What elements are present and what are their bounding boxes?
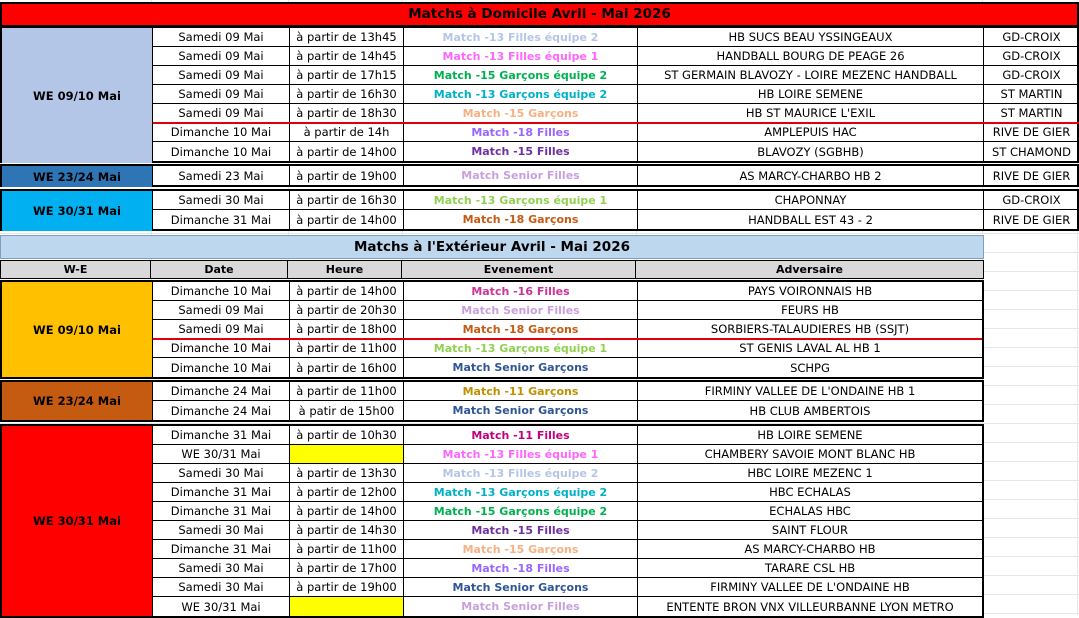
match-time[interactable]: à partir de 19h00: [290, 578, 404, 597]
match-event[interactable]: Match -13 Garçons équipe 2: [404, 483, 638, 502]
match-event[interactable]: Match -15 Filles: [404, 521, 638, 540]
match-event[interactable]: Match Senior Garçons: [404, 401, 638, 420]
match-event[interactable]: Match -18 Garçons: [404, 320, 638, 339]
match-time[interactable]: à partir de 13h45: [290, 28, 404, 47]
match-event[interactable]: Match -18 Filles: [404, 559, 638, 578]
match-venue[interactable]: ST MARTIN: [984, 85, 1079, 104]
match-opponent[interactable]: HB ST MAURICE L'EXIL: [638, 104, 984, 123]
match-event[interactable]: Match Senior Garçons: [404, 578, 638, 597]
match-event[interactable]: Match Senior Filles: [404, 166, 638, 185]
match-date[interactable]: Dimanche 10 Mai: [153, 358, 290, 377]
match-time[interactable]: à partir de 14h00: [290, 282, 404, 301]
match-time[interactable]: à partir de 14h00: [290, 502, 404, 521]
match-venue[interactable]: ST CHAMOND: [992, 144, 1071, 159]
column-header: W-E: [0, 260, 151, 279]
match-opponent[interactable]: ST GERMAIN BLAVOZY - LOIRE MEZENC HANDBALL: [638, 66, 984, 85]
match-opponent[interactable]: ENTENTE BRON VNX VILLEURBANNE LYON METRO: [666, 599, 954, 614]
match-date[interactable]: WE 30/31 Mai: [153, 445, 290, 464]
match-opponent[interactable]: HANDBALL EST 43 - 2: [638, 210, 984, 229]
match-date[interactable]: Samedi 09 Mai: [153, 85, 290, 104]
match-event[interactable]: Match Senior Garçons: [404, 358, 638, 377]
match-venue[interactable]: RIVE DE GIER: [992, 168, 1071, 183]
we-label: WE 23/24 Mai: [2, 382, 153, 420]
match-date[interactable]: Samedi 09 Mai: [153, 320, 290, 339]
match-date[interactable]: Samedi 09 Mai: [153, 66, 290, 85]
match-opponent[interactable]: FIRMINY VALLEE DE L'ONDAINE HB 1: [638, 382, 982, 401]
match-time[interactable]: à partir de 16h30: [290, 85, 404, 104]
match-venue[interactable]: RIVE DE GIER: [992, 212, 1071, 227]
match-venue[interactable]: RIVE DE GIER: [984, 123, 1079, 142]
match-date[interactable]: WE 30/31 Mai: [153, 597, 290, 616]
time-pending-highlight[interactable]: [290, 597, 404, 616]
match-opponent[interactable]: HB LOIRE SEMENE: [638, 85, 984, 104]
match-event[interactable]: Match -16 Filles: [404, 282, 638, 301]
match-venue[interactable]: GD-CROIX: [984, 66, 1079, 85]
match-date[interactable]: Dimanche 10 Mai: [153, 123, 290, 142]
match-event[interactable]: Match Senior Filles: [404, 597, 638, 616]
match-opponent[interactable]: HB SUCS BEAU YSSINGEAUX: [638, 28, 984, 47]
we-label: WE 30/31 Mai: [2, 191, 153, 231]
match-event[interactable]: Match Senior Filles: [404, 301, 638, 320]
match-time[interactable]: à partir de 20h30: [290, 301, 404, 320]
match-time[interactable]: à partir de 17h00: [290, 559, 404, 578]
match-event[interactable]: Match -11 Garçons: [404, 382, 638, 401]
match-opponent[interactable]: AS MARCY-CHARBO HB 2: [638, 166, 984, 185]
match-event[interactable]: Match -15 Filles: [404, 142, 638, 161]
match-event[interactable]: Match -15 Garçons équipe 2: [404, 66, 638, 85]
home-title: Matchs à Domicile Avril - Mai 2026: [0, 2, 1079, 27]
away-title: Matchs à l'Extérieur Avril - Mai 2026: [0, 235, 984, 259]
match-time[interactable]: à partir de 18h30: [290, 104, 404, 123]
match-event[interactable]: Match -15 Garçons: [404, 540, 638, 559]
match-date[interactable]: Dimanche 31 Mai: [153, 502, 290, 521]
match-venue[interactable]: GD-CROIX: [984, 47, 1079, 66]
match-opponent[interactable]: TARARE CSL HB: [638, 559, 982, 578]
home-group-2: [0, 164, 1079, 187]
match-date[interactable]: Samedi 30 Mai: [153, 559, 290, 578]
match-event[interactable]: Match -13 Filles équipe 2: [404, 464, 638, 483]
match-date[interactable]: Samedi 09 Mai: [153, 301, 290, 320]
match-date[interactable]: Samedi 30 Mai: [153, 191, 290, 210]
match-venue[interactable]: GD-CROIX: [984, 191, 1079, 210]
day-separator: [153, 122, 1079, 124]
match-time[interactable]: à partir de 11h00: [290, 382, 404, 401]
match-venue[interactable]: ST MARTIN: [984, 104, 1079, 123]
column-header: Evenement: [402, 260, 636, 279]
match-opponent[interactable]: FIRMINY VALLEE DE L'ONDAINE HB: [638, 578, 982, 597]
match-date[interactable]: Dimanche 10 Mai: [153, 142, 290, 161]
match-opponent[interactable]: HBC LOIRE MEZENC 1: [638, 464, 982, 483]
match-event[interactable]: Match -18 Garçons: [404, 210, 638, 229]
match-opponent[interactable]: HANDBALL BOURG DE PEAGE 26: [638, 47, 984, 66]
we-label: WE 09/10 Mai: [2, 28, 153, 163]
away-group-1: [0, 280, 984, 379]
match-opponent[interactable]: PAYS VOIRONNAIS HB: [638, 282, 982, 301]
match-date[interactable]: Samedi 30 Mai: [153, 464, 290, 483]
match-time[interactable]: à partir de 14h45: [290, 47, 404, 66]
match-date[interactable]: Samedi 30 Mai: [153, 521, 290, 540]
match-opponent[interactable]: FEURS HB: [638, 301, 982, 320]
match-opponent[interactable]: BLAVOZY (SGBHB): [638, 142, 984, 161]
match-event[interactable]: Match -13 Filles équipe 1: [404, 47, 638, 66]
match-opponent[interactable]: SCHPG: [790, 360, 830, 375]
match-event[interactable]: Match -18 Filles: [404, 123, 638, 142]
match-event[interactable]: Match -15 Garçons équipe 2: [404, 502, 638, 521]
match-time[interactable]: à partir de 14h30: [290, 521, 404, 540]
match-opponent[interactable]: HB LOIRE SEMENE: [638, 426, 982, 445]
match-event[interactable]: Match -13 Filles équipe 1: [404, 445, 638, 464]
match-opponent[interactable]: HBC ECHALAS: [638, 483, 982, 502]
we-label: WE 23/24 Mai: [2, 166, 153, 187]
match-date[interactable]: Samedi 09 Mai: [153, 47, 290, 66]
we-label: WE 09/10 Mai: [2, 282, 153, 377]
match-opponent[interactable]: AMPLEPUIS HAC: [638, 123, 984, 142]
match-date[interactable]: Dimanche 10 Mai: [153, 339, 290, 358]
match-event[interactable]: Match -15 Garçons: [404, 104, 638, 123]
match-time[interactable]: à patir de 15h00: [290, 401, 404, 420]
match-opponent[interactable]: ECHALAS HBC: [638, 502, 982, 521]
match-time[interactable]: à partir de 16h00: [290, 358, 404, 377]
match-time[interactable]: à partir de 12h00: [290, 483, 404, 502]
match-event[interactable]: Match -13 Garçons équipe 1: [404, 339, 638, 358]
away-group-3: [0, 424, 984, 618]
match-opponent[interactable]: CHAPONNAY: [638, 191, 984, 210]
match-time[interactable]: à partir de 11h00: [290, 339, 404, 358]
match-time[interactable]: à partir de 10h30: [290, 426, 404, 445]
column-header: Adversaire: [636, 260, 984, 279]
gridline-row: [0, 233, 1079, 234]
home-group-1: [0, 26, 1079, 163]
match-event[interactable]: Match -13 Filles équipe 2: [404, 28, 638, 47]
match-opponent[interactable]: HB CLUB AMBERTOIS: [749, 403, 871, 418]
match-opponent[interactable]: ST GENIS LAVAL AL HB 1: [638, 339, 982, 358]
match-time[interactable]: à partir de 19h00: [290, 166, 404, 185]
match-time[interactable]: à partir de 14h: [290, 123, 404, 142]
time-pending-highlight[interactable]: [290, 445, 404, 464]
match-opponent[interactable]: CHAMBERY SAVOIE MONT BLANC HB: [638, 445, 982, 464]
match-venue[interactable]: GD-CROIX: [984, 28, 1079, 47]
we-label: WE 30/31 Mai: [2, 426, 153, 616]
match-event[interactable]: Match -13 Garçons équipe 2: [404, 85, 638, 104]
match-opponent[interactable]: SAINT FLOUR: [638, 521, 982, 540]
column-header: Date: [151, 260, 288, 279]
match-date[interactable]: Dimanche 24 Mai: [153, 382, 290, 401]
away-group-2: [0, 380, 984, 422]
match-opponent[interactable]: AS MARCY-CHARBO HB: [638, 540, 982, 559]
match-time[interactable]: à partir de 11h00: [290, 540, 404, 559]
column-header: Heure: [288, 260, 402, 279]
match-time[interactable]: à partir de 13h30: [290, 464, 404, 483]
match-time[interactable]: à partir de 14h00: [290, 142, 404, 161]
match-date[interactable]: Dimanche 31 Mai: [153, 540, 290, 559]
match-time[interactable]: à partir de 18h00: [290, 320, 404, 339]
match-opponent[interactable]: SORBIERS-TALAUDIERES HB (SSJT): [638, 320, 982, 339]
home-group-3: [0, 189, 1079, 231]
match-date[interactable]: Dimanche 31 Mai: [153, 483, 290, 502]
match-date[interactable]: Dimanche 24 Mai: [153, 401, 290, 420]
match-date[interactable]: Samedi 30 Mai: [153, 578, 290, 597]
match-event[interactable]: Match -13 Garçons équipe 1: [404, 191, 638, 210]
day-separator: [153, 338, 982, 340]
match-date[interactable]: Samedi 09 Mai: [153, 104, 290, 123]
match-time[interactable]: à partir de 14h00: [290, 210, 404, 229]
match-date[interactable]: Dimanche 10 Mai: [153, 282, 290, 301]
match-date[interactable]: Dimanche 31 Mai: [153, 210, 290, 229]
match-date[interactable]: Samedi 09 Mai: [153, 28, 290, 47]
match-time[interactable]: à partir de 16h30: [290, 191, 404, 210]
match-event[interactable]: Match -11 Filles: [404, 426, 638, 445]
match-date[interactable]: Samedi 23 Mai: [153, 166, 290, 185]
match-date[interactable]: Dimanche 31 Mai: [153, 426, 290, 445]
match-time[interactable]: à partir de 17h15: [290, 66, 404, 85]
